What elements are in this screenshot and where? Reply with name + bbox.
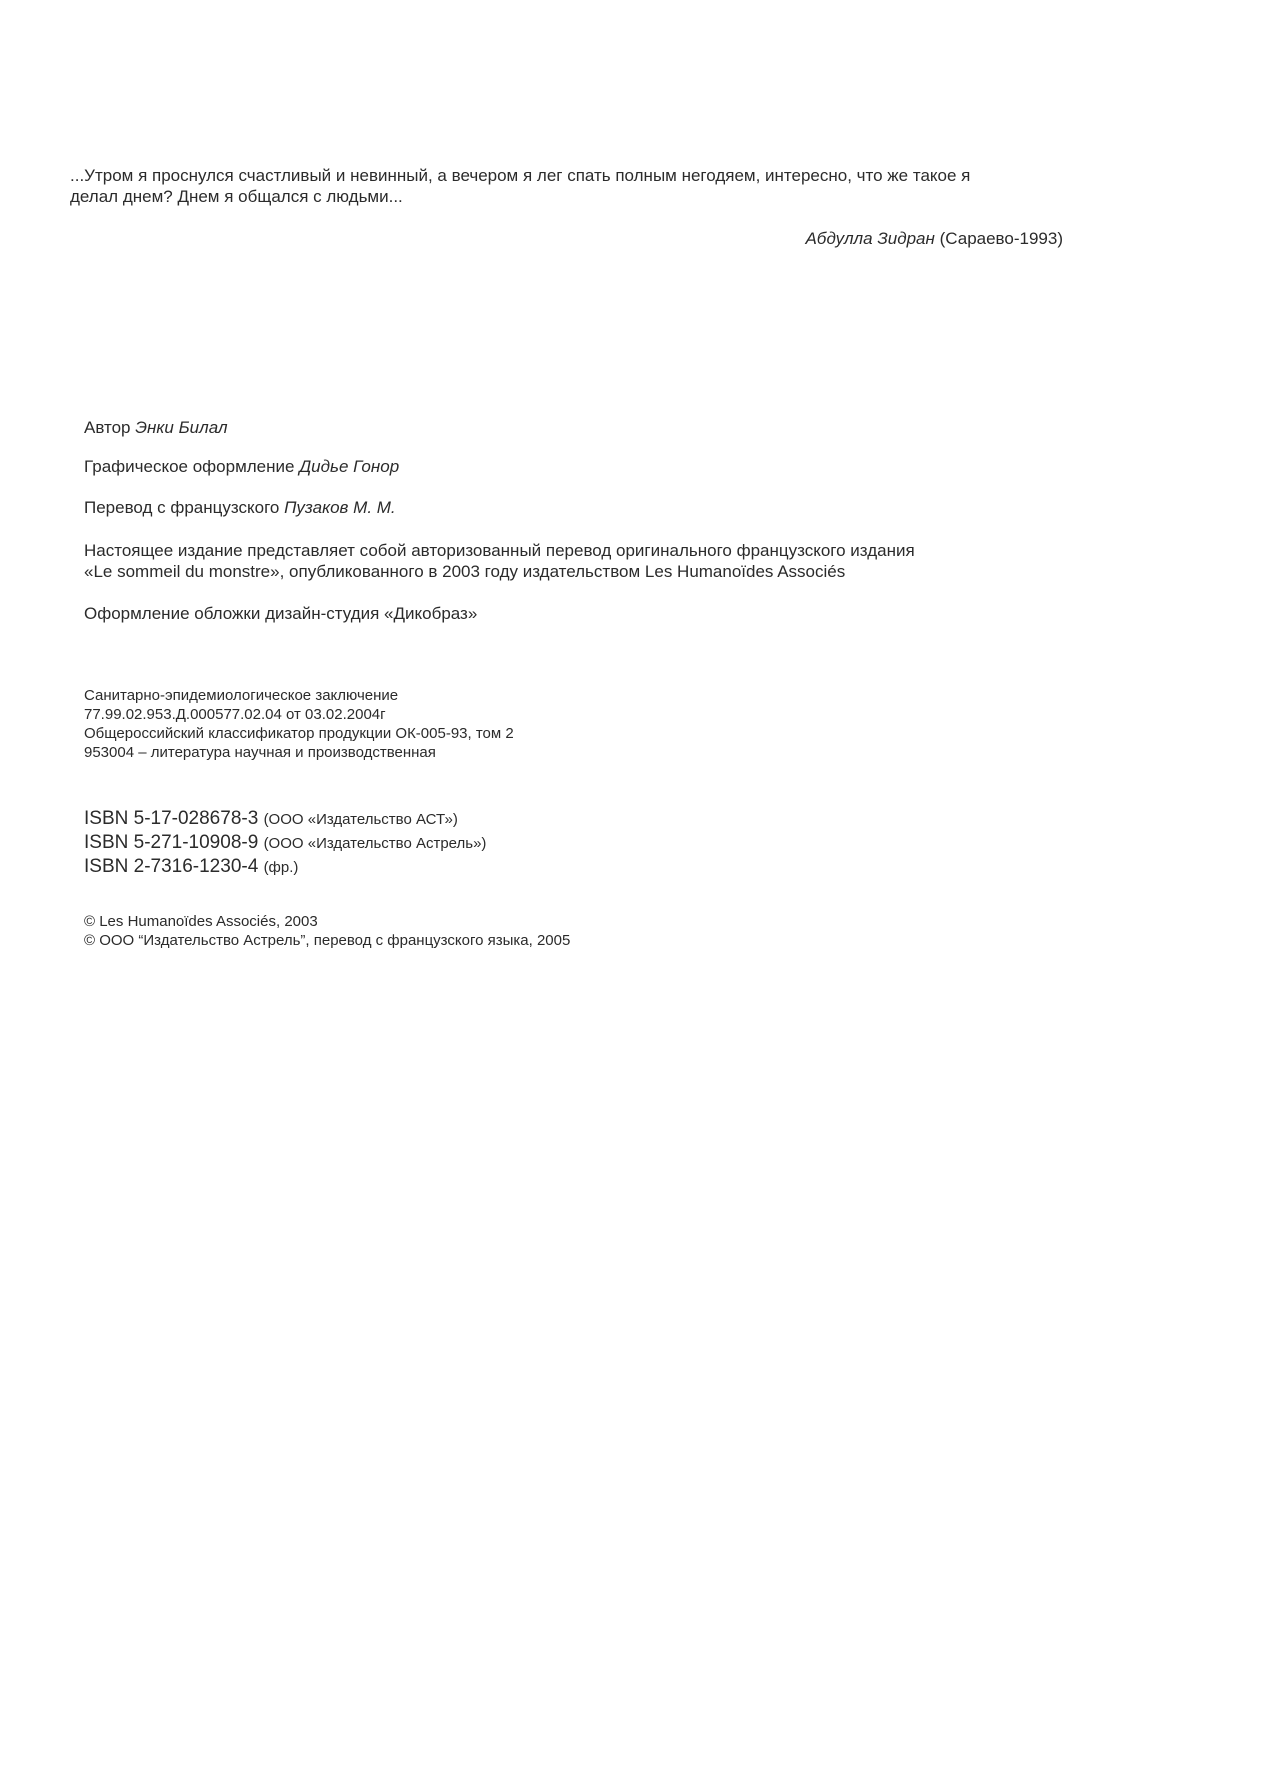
isbn-list xyxy=(84,807,486,879)
isbn-number: ISBN 5-271-10908-9 xyxy=(84,832,259,853)
copyright-line-1: © Les Humanoïdes Associés, 2003 xyxy=(84,913,318,930)
epigraph-line-2: делал днем? Днем я общался с людьми... xyxy=(70,187,403,206)
isbn-publisher: (ООО «Издательство Астрель») xyxy=(263,835,487,852)
isbn-line xyxy=(84,807,486,831)
credit-design-label: Графическое оформление xyxy=(84,457,295,476)
isbn-line xyxy=(84,831,486,855)
epigraph-attribution xyxy=(806,228,1063,249)
epigraph xyxy=(70,165,1060,207)
credit-author-name: Энки Билал xyxy=(135,418,228,437)
sanitary-line-1: Санитарно-эпидемиологическое заключение xyxy=(84,687,399,704)
isbn-line xyxy=(84,855,486,879)
credit-edition xyxy=(84,540,915,582)
isbn-number: ISBN 5-17-028678-3 xyxy=(84,808,259,829)
isbn-number: ISBN 2-7316-1230-4 xyxy=(84,856,259,877)
credit-design xyxy=(84,456,399,477)
sanitary-info xyxy=(84,686,514,762)
credit-translation-label: Перевод с французского xyxy=(84,498,280,517)
credit-design-name: Дидье Гонор xyxy=(299,457,400,476)
epigraph-author: Абдулла Зидран xyxy=(805,229,935,248)
credit-author xyxy=(84,417,228,438)
credit-edition-line-2: «Le sommeil du monstre», опубликованного в 2003 году издательством Les Humanoïdes Associés xyxy=(84,562,846,581)
credit-edition-line-1: Настоящее издание представляет собой авторизованный перевод оригинального французского издания xyxy=(84,541,915,560)
sanitary-line-2: 77.99.02.953.Д.000577.02.04 от 03.02.2004г xyxy=(84,706,386,723)
sanitary-line-3: Общероссийский классификатор продукции ОК-005-93, том 2 xyxy=(84,725,514,742)
copyright xyxy=(84,912,570,950)
sanitary-line-4: 953004 – литература научная и производственная xyxy=(84,744,436,761)
credit-author-label: Автор xyxy=(84,418,131,437)
copyright-line-2: © ООО “Издательство Астрель”, перевод с французского языка, 2005 xyxy=(84,932,571,949)
credit-cover xyxy=(84,603,477,624)
isbn-publisher: (ООО «Издательство АСТ») xyxy=(263,811,458,828)
isbn-publisher: (фр.) xyxy=(263,859,299,876)
credit-cover-text: Оформление обложки дизайн-студия «Дикобраз» xyxy=(84,604,478,623)
credit-translation xyxy=(84,497,396,518)
epigraph-line-1: ...Утром я проснулся счастливый и невинный, а вечером я лег спать полным негодяем, интересно, что же такое я xyxy=(70,166,971,185)
epigraph-source: (Сараево-1993) xyxy=(939,229,1063,248)
credit-translation-name: Пузаков М. М. xyxy=(284,498,396,517)
